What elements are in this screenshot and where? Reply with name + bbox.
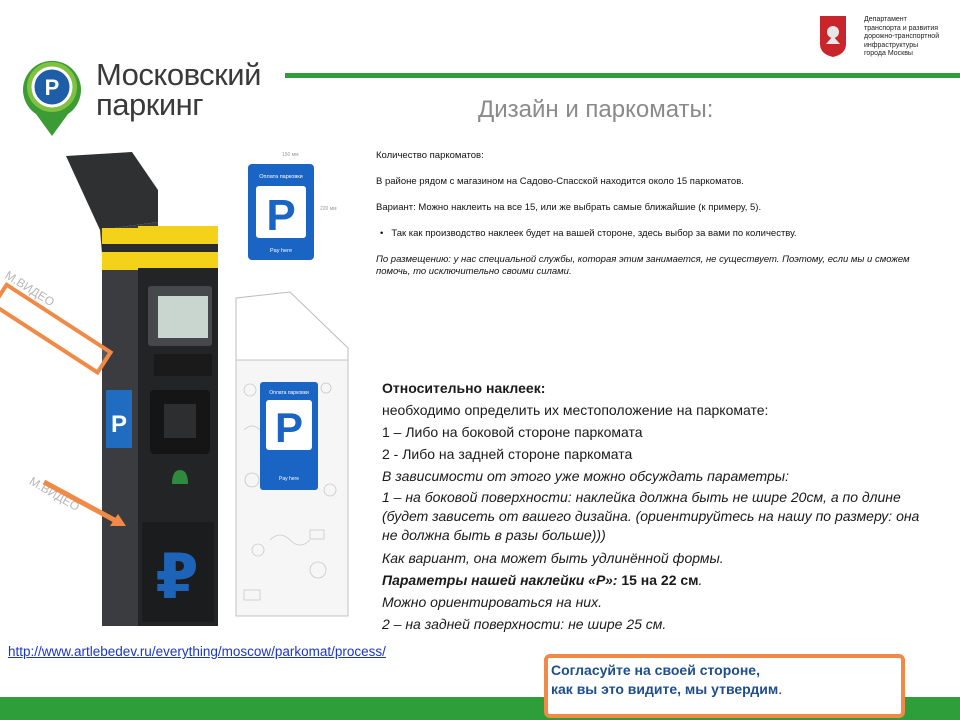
placement-note: По размещению: у нас специальной службы, которая этим занимается, не существует. Поэтому, если мы и сможем помочь, то исключительно своими силами. <box>376 254 910 277</box>
sticker-letter: P <box>266 191 296 240</box>
meter-bullet-text: • Так как производство наклеек будет на вашей стороне, здесь выбор за вами по количеству. <box>376 228 936 240</box>
agree-line-1: Согласуйте на своей стороне, <box>551 662 760 678</box>
sticker-height-label: 220 мм <box>320 206 337 212</box>
svg-text:Оплата парковки: Оплата парковки <box>269 390 309 396</box>
svg-text:P: P <box>274 404 304 451</box>
department-line: дорожно-транспортной <box>864 33 940 40</box>
agree-line-2 <box>551 680 901 699</box>
sticker-spec-image <box>244 148 349 263</box>
sticker-pay-text: Pay here <box>269 248 293 254</box>
arrow-icon <box>40 478 140 538</box>
slide-title: Дизайн и паркоматы: <box>478 96 714 123</box>
agree-line-2-suffix: . <box>778 681 783 697</box>
stickers-block <box>382 377 922 635</box>
department-line: инфраструктуры <box>864 41 919 49</box>
parking-meter-sketch-image <box>230 290 355 620</box>
brand-name <box>96 57 261 122</box>
moscow-parking-logo-icon <box>22 56 82 138</box>
stickers-line: Можно ориентироваться на них. <box>382 594 602 610</box>
stickers-line: Как вариант, она может быть удлинённой формы. <box>382 550 724 566</box>
department-logo <box>818 14 950 62</box>
sticker-sign-text: Оплата парковки <box>259 174 303 180</box>
department-name <box>864 16 954 59</box>
artlebedev-link[interactable]: http://www.artlebedev.ru/everything/moscow/parkomat/process/ <box>8 644 386 659</box>
stickers-heading: Относительно наклеек: <box>382 380 546 396</box>
brand-line-1: Московский <box>96 57 261 92</box>
sticker-params-value: 15 на 22 см <box>621 572 699 588</box>
stickers-line: В зависимости от этого уже можно обсуждать параметры: <box>382 468 789 484</box>
stickers-line: 2 - Либо на задней стороне паркомата <box>382 446 633 462</box>
mvideo-label: М.ВИДЕО <box>27 474 83 514</box>
agree-line-2-text: как вы это видите, мы утвердим <box>551 681 779 697</box>
department-line: транспорта и развития <box>864 24 939 32</box>
ruble-sign: ₽ <box>155 540 199 613</box>
parking-meter-image <box>62 150 222 630</box>
sticker-params-suffix: . <box>698 572 703 588</box>
svg-text:Pay here: Pay here <box>278 476 300 482</box>
department-line: Департамент <box>864 16 907 23</box>
svg-text:P: P <box>110 411 128 438</box>
meter-info-block <box>376 150 936 278</box>
meter-count-label: Количество паркоматов: <box>376 150 484 161</box>
stickers-line: 1 – на боковой поверхности: наклейка должна быть не шире 20см, а по длине (будет зависеть от вашего дизайна. (ориентируйтесь на нашу по размеру: она не должна быть в разы больше))) <box>382 489 920 543</box>
stickers-line: 1 – Либо на боковой стороне паркомата <box>382 424 643 440</box>
mvideo-label: М.ВИДЕО <box>2 268 58 310</box>
stickers-line: 2 – на задней поверхности: не шире 25 см. <box>382 616 667 632</box>
logo-letter: P <box>44 75 60 100</box>
brand-line-2: паркинг <box>96 87 204 122</box>
moscow-coat-of-arms-icon <box>818 14 848 58</box>
stickers-line: необходимо определить их местоположение на паркомате: <box>382 402 769 418</box>
meter-variant-text: Вариант: Можно наклеить на все 15, или же выбрать самые ближайшие (к примеру, 5). <box>376 202 762 213</box>
meter-location-text: В районе рядом с магазином на Садово-Спасской находится около 15 паркоматов. <box>376 176 744 187</box>
sticker-params <box>382 569 922 591</box>
agree-callout <box>544 654 905 718</box>
sticker-width-label: 150 мм <box>282 152 299 158</box>
header-divider <box>285 73 960 78</box>
sticker-params-label: Параметры нашей наклейки «Р»: <box>382 572 622 588</box>
department-line: города Москвы <box>864 50 913 57</box>
